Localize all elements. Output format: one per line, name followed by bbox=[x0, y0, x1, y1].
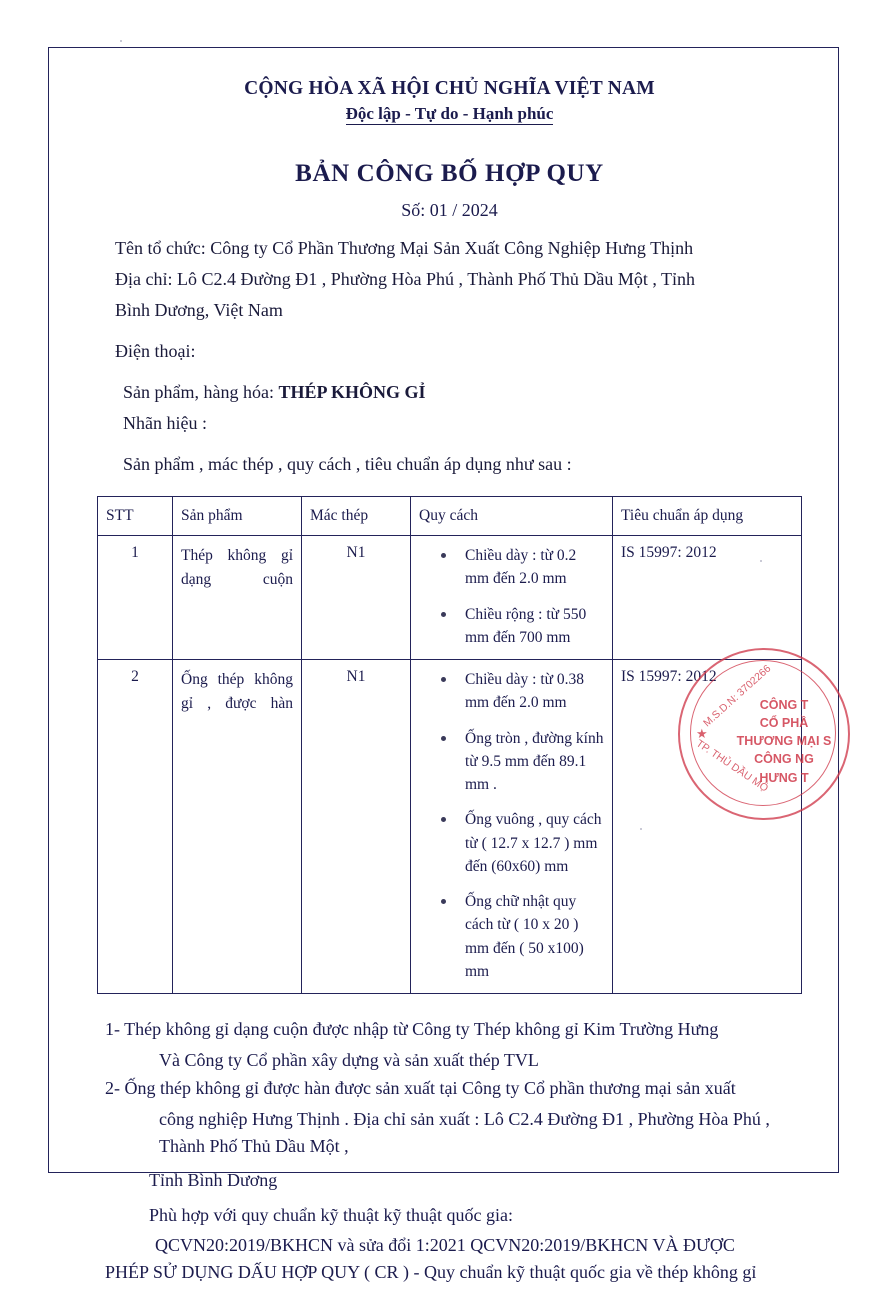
cell-standard: IS 15997: 2012 bbox=[613, 536, 802, 660]
seal-center-line-5: HƯNG T bbox=[759, 770, 809, 785]
notes-section bbox=[97, 1016, 802, 1286]
phone-label: Điện thoại: bbox=[115, 341, 196, 361]
cell-grade: N1 bbox=[302, 536, 411, 660]
address-value: Lô C2.4 Đường Đ1 , Phường Hòa Phú , Thành Phố Thủ Dầu Một , Tỉnh bbox=[176, 269, 696, 289]
star-icon: ★ bbox=[696, 726, 708, 741]
cell-standard: IS 15997: 2012 bbox=[613, 660, 802, 994]
list-item: Chiều dày : từ 0.2 mm đến 2.0 mm bbox=[441, 544, 604, 591]
seal-arc-bottom-text: TP. THỦ DẦU MỘ bbox=[693, 737, 771, 795]
note-item-2: 2- Ống thép không gỉ được hàn được sản xuất tại Công ty Cổ phần thương mại sản xuất bbox=[105, 1077, 736, 1098]
specification-list bbox=[419, 668, 604, 983]
phone-line bbox=[97, 338, 802, 365]
specification-list bbox=[419, 544, 604, 649]
page-speck bbox=[640, 828, 642, 830]
cell-stt: 1 bbox=[98, 536, 173, 660]
list-item: Ống vuông , quy cách từ ( 12.7 x 12.7 ) mm đến (60x60) mm bbox=[441, 808, 604, 878]
cell-grade: N1 bbox=[302, 660, 411, 994]
product-label: Sản phẩm, hàng hóa: bbox=[123, 382, 279, 402]
column-header-stt: STT bbox=[98, 497, 173, 536]
conformity-label: Phù hợp với quy chuẩn kỹ thuật kỹ thuật quốc gia: bbox=[149, 1205, 513, 1226]
cell-specification bbox=[411, 536, 613, 660]
seal-center-line-4: CÔNG NG bbox=[754, 752, 814, 767]
page-speck bbox=[760, 560, 762, 562]
list-item: Ống chữ nhật quy cách từ ( 10 x 20 ) mm đến ( 50 x100) mm bbox=[441, 890, 604, 983]
note-province: Tỉnh Bình Dương bbox=[149, 1169, 278, 1190]
seal-center-line-3: THƯƠNG MẠI S bbox=[736, 734, 832, 749]
address-line-2 bbox=[97, 297, 802, 324]
conformity-line-1: QCVN20:2019/BKHCN và sửa đổi 1:2021 QCVN20:2019/BKHCN VÀ ĐƯỢC bbox=[155, 1234, 735, 1255]
address-label: Địa chỉ: bbox=[115, 269, 177, 289]
cell-specification bbox=[411, 660, 613, 994]
seal-center-line-1: CÔNG T bbox=[759, 698, 809, 712]
product-line bbox=[97, 379, 802, 406]
note-item-2-continued: công nghiệp Hưng Thịnh . Địa chỉ sản xuất : Lô C2.4 Đường Đ1 , Phường Hòa Phú , bbox=[159, 1109, 770, 1130]
address-value-2: Bình Dương, Việt Nam bbox=[115, 300, 283, 320]
document-title: BẢN CÔNG BỐ HỢP QUY bbox=[295, 160, 604, 187]
note-item-2-continued-2: Thành Phố Thủ Dầu Một , bbox=[159, 1136, 349, 1157]
nation-title: CỘNG HÒA XÃ HỘI CHỦ NGHĨA VIỆT NAM bbox=[244, 78, 655, 99]
document-number: Số: 01 / 2024 bbox=[401, 200, 498, 220]
column-header-standard: Tiêu chuẩn áp dụng bbox=[613, 497, 802, 536]
seal-arc-top-text: M.S.D.N: 3702266 bbox=[701, 662, 774, 730]
column-header-grade: Mác thép bbox=[302, 497, 411, 536]
address-line bbox=[97, 266, 802, 293]
brand-line bbox=[97, 410, 802, 437]
organization-label: Tên tổ chức: bbox=[115, 238, 211, 258]
conformity-line-2: PHÉP SỬ DỤNG DẤU HỢP QUY ( CR ) - Quy chuẩn kỹ thuật quốc gia về thép không gỉ bbox=[105, 1261, 757, 1282]
page-speck bbox=[120, 40, 122, 42]
seal-center-line-2: CỔ PHẦ bbox=[759, 716, 809, 731]
note-item-1: 1- Thép không gỉ dạng cuộn được nhập từ Công ty Thép không gỉ Kim Trường Hưng bbox=[105, 1019, 719, 1039]
nation-motto bbox=[97, 104, 802, 124]
table-row bbox=[98, 536, 802, 660]
list-item: Chiều rộng : từ 550 mm đến 700 mm bbox=[441, 603, 604, 650]
cell-stt: 2 bbox=[98, 660, 173, 994]
document-page-frame bbox=[48, 47, 839, 1282]
organization-value: Công ty Cổ Phần Thương Mại Sản Xuất Công Nghiệp Hưng Thịnh bbox=[210, 238, 694, 258]
brand-label: Nhãn hiệu : bbox=[123, 413, 207, 433]
table-header-row bbox=[98, 497, 802, 536]
column-header-specification: Quy cách bbox=[411, 497, 613, 536]
document-body bbox=[49, 48, 838, 1296]
list-item: Chiều dày : từ 0.38 mm đến 2.0 mm bbox=[441, 668, 604, 715]
list-item: Ống tròn , đường kính từ 9.5 mm đến 89.1 mm . bbox=[441, 727, 604, 797]
cell-product: Ống thép không gỉ , được hàn bbox=[173, 660, 302, 994]
cell-product: Thép không gỉ dạng cuộn bbox=[173, 536, 302, 660]
nation-motto-text: Độc lập - Tự do - Hạnh phúc bbox=[345, 104, 554, 123]
specification-table bbox=[97, 496, 802, 994]
product-value: THÉP KHÔNG GỈ bbox=[278, 382, 426, 402]
table-row bbox=[98, 660, 802, 994]
organization-line bbox=[97, 235, 802, 262]
note-item-1-continued: Và Công ty Cổ phần xây dựng và sản xuất thép TVL bbox=[159, 1050, 539, 1071]
intro-text: Sản phẩm , mác thép , quy cách , tiêu chuẩn áp dụng như sau : bbox=[123, 454, 572, 474]
intro-line bbox=[97, 451, 802, 478]
column-header-product: Sản phẩm bbox=[173, 497, 302, 536]
